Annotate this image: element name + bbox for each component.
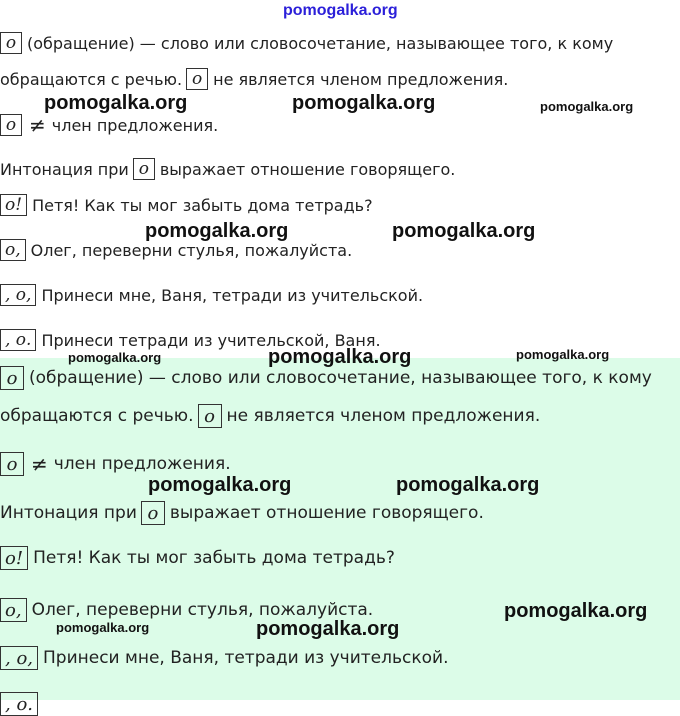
address-mark: о	[133, 158, 155, 180]
watermark: pomogalka.org	[56, 620, 150, 635]
not-member-line	[0, 113, 218, 137]
address-mark-exclamation: о!	[0, 546, 28, 570]
address-mark-comma: о,	[0, 598, 27, 622]
top-watermark: pomogalka.org	[283, 2, 398, 19]
intonation-text-b: выражает отношение говорящего.	[169, 503, 484, 523]
example-3	[0, 284, 423, 306]
intonation-line	[0, 501, 484, 525]
not-equal-icon: ≠	[31, 452, 48, 476]
definition-line-2	[0, 68, 508, 90]
example-2-text: Олег, переверни стулья, пожалуйста.	[31, 600, 374, 620]
address-mark: о	[0, 366, 24, 390]
not-equal-icon: ≠	[29, 113, 46, 137]
definition-text-1: (обращение) — слово или словосочетание, называющее того, к кому	[29, 368, 652, 388]
not-member-text: член предложения.	[51, 115, 219, 135]
watermark: pomogalka.org	[516, 347, 610, 362]
address-mark: о	[186, 68, 208, 90]
example-3	[0, 646, 448, 670]
intonation-text-a: Интонация при	[0, 503, 137, 523]
address-mark-end: , о.	[0, 329, 36, 351]
definition-text-2b: не является членом предложения.	[226, 406, 541, 426]
address-mark-middle: , о,	[0, 646, 38, 670]
watermark: pomogalka.org	[292, 92, 436, 114]
definition-line-1	[0, 32, 613, 54]
address-mark-middle: , о,	[0, 284, 36, 306]
watermark: pomogalka.org	[44, 92, 188, 114]
watermark: pomogalka.org	[268, 346, 412, 368]
not-member-text: член предложения.	[53, 454, 231, 474]
example-3-text: Принеси мне, Ваня, тетради из учительской.	[43, 648, 449, 668]
address-mark: о	[198, 404, 222, 428]
example-3-text: Принеси мне, Ваня, тетради из учительской.	[41, 285, 424, 305]
watermark: pomogalka.org	[148, 474, 292, 496]
address-mark-end: , о.	[0, 692, 38, 716]
example-1	[0, 194, 373, 216]
example-2-text: Олег, переверни стулья, пожалуйста.	[30, 240, 353, 260]
definition-line-2	[0, 404, 540, 428]
definition-text-2a: обращаются с речью.	[0, 69, 183, 89]
watermark: pomogalka.org	[504, 600, 648, 622]
definition-text-1: (обращение) — слово или словосочетание, называющее того, к кому	[27, 33, 614, 53]
not-member-line	[0, 452, 231, 476]
address-mark: о	[0, 452, 24, 476]
watermark: pomogalka.org	[256, 618, 400, 640]
watermark: pomogalka.org	[68, 350, 162, 365]
address-mark-exclamation: о!	[0, 194, 27, 216]
watermark: pomogalka.org	[540, 99, 634, 114]
address-mark: о	[0, 114, 22, 136]
definition-line-1	[0, 366, 652, 390]
rule-block-highlighted	[0, 358, 680, 715]
watermark: pomogalka.org	[392, 220, 536, 242]
intonation-text-a: Интонация при	[0, 159, 129, 179]
example-4-text: Принеси тетради из учительской, Ваня.	[41, 330, 381, 350]
watermark: pomogalka.org	[145, 220, 289, 242]
example-1-text: Петя! Как ты мог забыть дома тетрадь?	[33, 548, 395, 568]
example-1	[0, 546, 395, 570]
address-mark-comma: о,	[0, 239, 26, 261]
definition-text-2a: обращаются с речью.	[0, 406, 194, 426]
address-mark: о	[0, 32, 22, 54]
address-mark: о	[141, 501, 165, 525]
example-2	[0, 239, 352, 261]
definition-text-2b: не является членом предложения.	[213, 69, 509, 89]
example-1-text: Петя! Как ты мог забыть дома тетрадь?	[32, 195, 373, 215]
intonation-line	[0, 158, 455, 180]
watermark: pomogalka.org	[396, 474, 540, 496]
intonation-text-b: выражает отношение говорящего.	[159, 159, 456, 179]
example-4-cut	[0, 692, 43, 716]
